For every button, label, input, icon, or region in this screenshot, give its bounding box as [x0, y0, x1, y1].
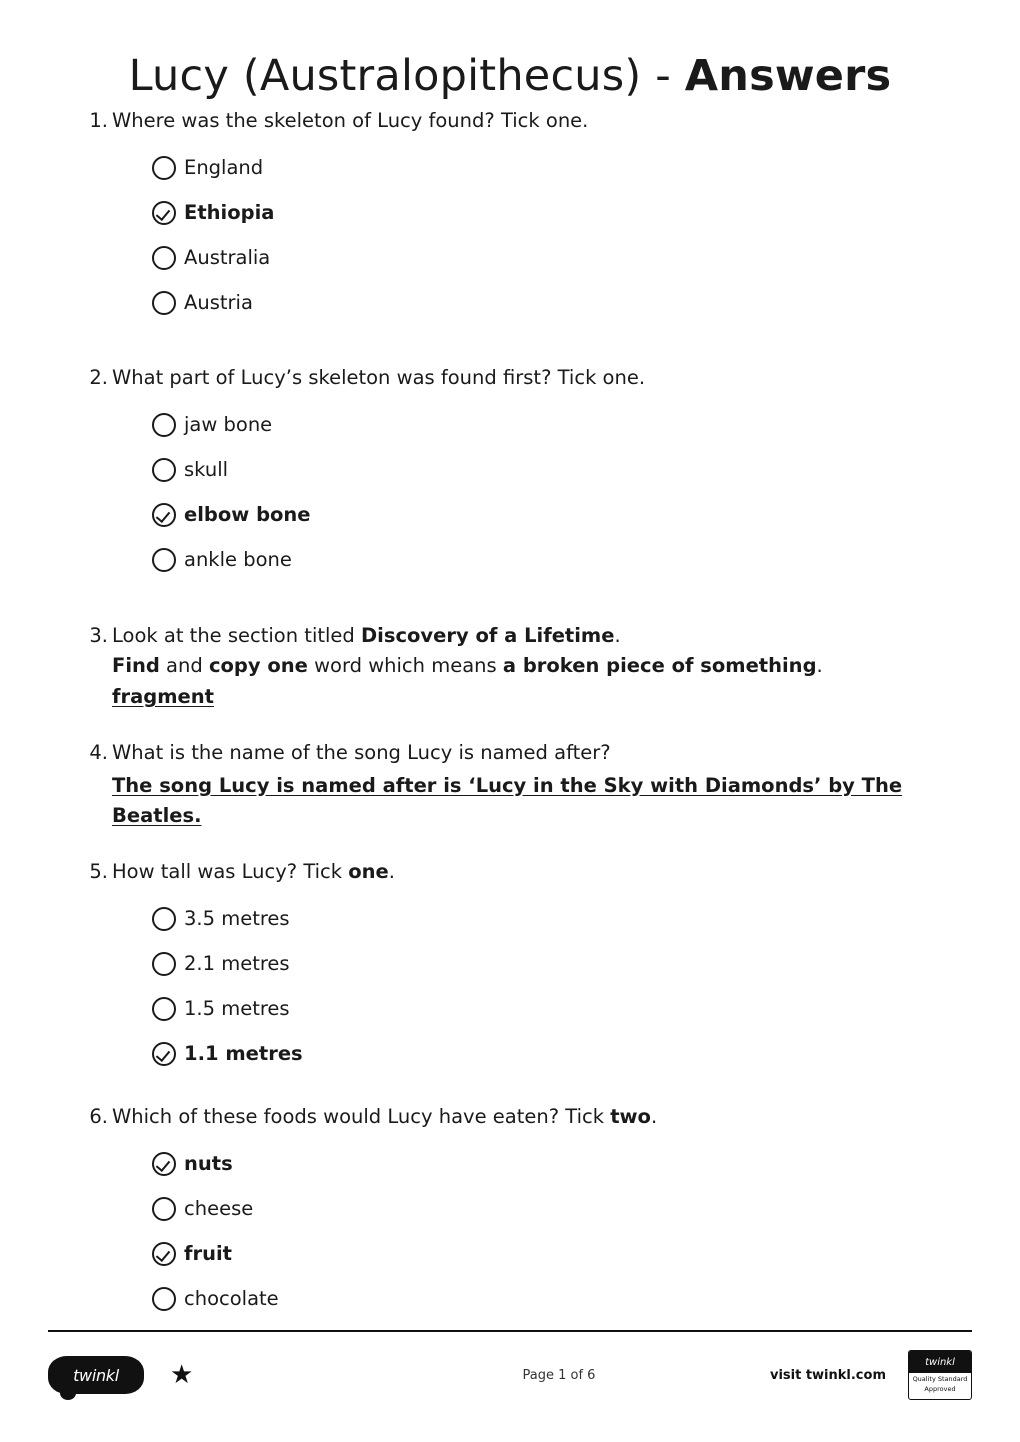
radio-icon[interactable]	[152, 548, 176, 572]
option-nuts[interactable]	[152, 1141, 964, 1186]
option-label: chocolate	[184, 1286, 279, 1310]
question-1-number: 1.	[89, 109, 108, 133]
option-label: ankle bone	[184, 547, 292, 571]
badge-line-2: Approved	[924, 1385, 956, 1394]
question-3-line2	[112, 651, 964, 680]
badge-logo-text: twinkl	[909, 1351, 971, 1373]
section-spacer	[56, 587, 964, 621]
radio-icon[interactable]	[152, 1287, 176, 1311]
question-4-number: 4.	[89, 741, 108, 765]
radio-icon[interactable]	[152, 156, 176, 180]
footer-right	[770, 1350, 972, 1400]
radio-icon[interactable]	[152, 458, 176, 482]
question-5-options	[112, 896, 964, 1076]
question-3-number: 3.	[89, 623, 108, 647]
question-6-text	[112, 1105, 657, 1128]
question-2-options	[112, 403, 964, 583]
question-5-text-c: .	[388, 859, 395, 883]
radio-icon[interactable]	[152, 246, 176, 270]
option-fruit[interactable]	[152, 1231, 964, 1276]
radio-icon[interactable]	[152, 413, 176, 437]
section-spacer	[56, 716, 964, 738]
page-title-plain: Lucy (Australopithecus) -	[128, 51, 685, 101]
question-5-number: 5.	[89, 859, 108, 883]
question-6-text-a: Which of these foods would Lucy have eaten? Tick	[112, 1105, 611, 1129]
question-6-options	[112, 1141, 964, 1321]
option-label: skull	[184, 457, 229, 481]
question-3-section-title: Discovery of a Lifetime	[361, 623, 615, 647]
page-number: Page 1 of 6	[522, 1367, 596, 1383]
radio-checked-icon[interactable]	[152, 201, 176, 225]
option-label: Ethiopia	[184, 200, 275, 224]
question-4	[56, 738, 964, 831]
question-6-text-c: .	[650, 1105, 658, 1129]
question-3-text	[112, 624, 964, 680]
option-label: nuts	[184, 1151, 233, 1175]
question-2-number: 2.	[89, 366, 108, 390]
question-3-answer-wrap	[112, 680, 964, 712]
radio-checked-icon[interactable]	[152, 1242, 176, 1266]
option-label: 3.5 metres	[184, 906, 290, 930]
question-6-text-b: two	[610, 1105, 651, 1129]
question-5-text-b: one	[348, 859, 389, 883]
footer-left	[48, 1356, 348, 1394]
option-2-1-metres[interactable]	[152, 941, 964, 986]
option-3-5-metres[interactable]	[152, 896, 964, 941]
option-1-1-metres[interactable]	[152, 1031, 964, 1076]
section-spacer	[56, 835, 964, 857]
question-3-answer: fragment	[112, 685, 214, 709]
question-5	[56, 857, 964, 1076]
question-2-text: What part of Lucy’s skeleton was found first? Tick one.	[112, 366, 646, 390]
question-2	[56, 363, 964, 582]
option-label: fruit	[184, 1241, 232, 1265]
option-elbow-bone[interactable]	[152, 493, 964, 538]
radio-icon[interactable]	[152, 997, 176, 1021]
option-label: Australia	[184, 245, 271, 269]
question-3-line1-a: Look at the section titled	[112, 623, 361, 647]
option-label: 2.1 metres	[184, 951, 290, 975]
question-1	[56, 106, 964, 325]
page-footer	[48, 1330, 972, 1406]
option-jaw-bone[interactable]	[152, 403, 964, 448]
section-spacer	[56, 329, 964, 363]
badge-line-1: Quality Standard	[912, 1375, 968, 1383]
option-ankle-bone[interactable]	[152, 538, 964, 583]
page-title-bold: Answers	[684, 51, 892, 101]
question-3-find: Find	[112, 653, 160, 677]
option-label: jaw bone	[184, 412, 273, 436]
question-3-and: and	[159, 653, 209, 677]
option-ethiopia[interactable]	[152, 190, 964, 235]
question-3-definition: a broken piece of something	[502, 653, 817, 677]
option-label: England	[184, 155, 264, 179]
option-england[interactable]	[152, 145, 964, 190]
radio-icon[interactable]	[152, 952, 176, 976]
question-1-text: Where was the skeleton of Lucy found? Tick one.	[112, 109, 589, 133]
option-australia[interactable]	[152, 235, 964, 280]
radio-checked-icon[interactable]	[152, 1042, 176, 1066]
option-label: Austria	[184, 290, 253, 314]
option-cheese[interactable]	[152, 1186, 964, 1231]
question-5-text	[112, 860, 395, 883]
question-6	[56, 1102, 964, 1321]
option-label: cheese	[184, 1196, 254, 1220]
question-list	[56, 106, 964, 1321]
radio-checked-icon[interactable]	[152, 1152, 176, 1176]
question-3-copy-one: copy one	[208, 653, 308, 677]
radio-checked-icon[interactable]	[152, 503, 176, 527]
section-spacer	[56, 1080, 964, 1102]
twinkl-logo-icon	[48, 1356, 144, 1394]
page-title	[56, 52, 964, 100]
twinkl-logo-text: twinkl	[73, 1365, 119, 1385]
radio-icon[interactable]	[152, 907, 176, 931]
option-label: 1.5 metres	[184, 996, 290, 1020]
question-6-number: 6.	[89, 1105, 108, 1129]
question-4-text: What is the name of the song Lucy is named after?	[112, 741, 611, 765]
question-5-text-a: How tall was Lucy? Tick	[112, 859, 349, 883]
option-label: elbow bone	[184, 502, 311, 526]
question-1-options	[112, 145, 964, 325]
radio-icon[interactable]	[152, 1197, 176, 1221]
question-3-period: .	[816, 653, 823, 677]
question-4-answer-wrap	[112, 769, 964, 831]
quality-standard-badge	[908, 1350, 972, 1400]
question-3	[56, 621, 964, 713]
visit-link[interactable]: visit twinkl.com	[769, 1367, 886, 1383]
option-label: 1.1 metres	[184, 1041, 303, 1065]
question-3-which-means: word which means	[307, 653, 503, 677]
question-3-line1-c: .	[614, 623, 621, 647]
option-1-5-metres[interactable]	[152, 986, 964, 1031]
question-4-answer: The song Lucy is named after is ‘Lucy in the Sky with Diamonds’ by The Beatles.	[112, 773, 903, 827]
option-austria[interactable]	[152, 280, 964, 325]
option-chocolate[interactable]	[152, 1276, 964, 1321]
radio-icon[interactable]	[152, 291, 176, 315]
star-icon: ★	[170, 1360, 194, 1390]
option-skull[interactable]	[152, 448, 964, 493]
